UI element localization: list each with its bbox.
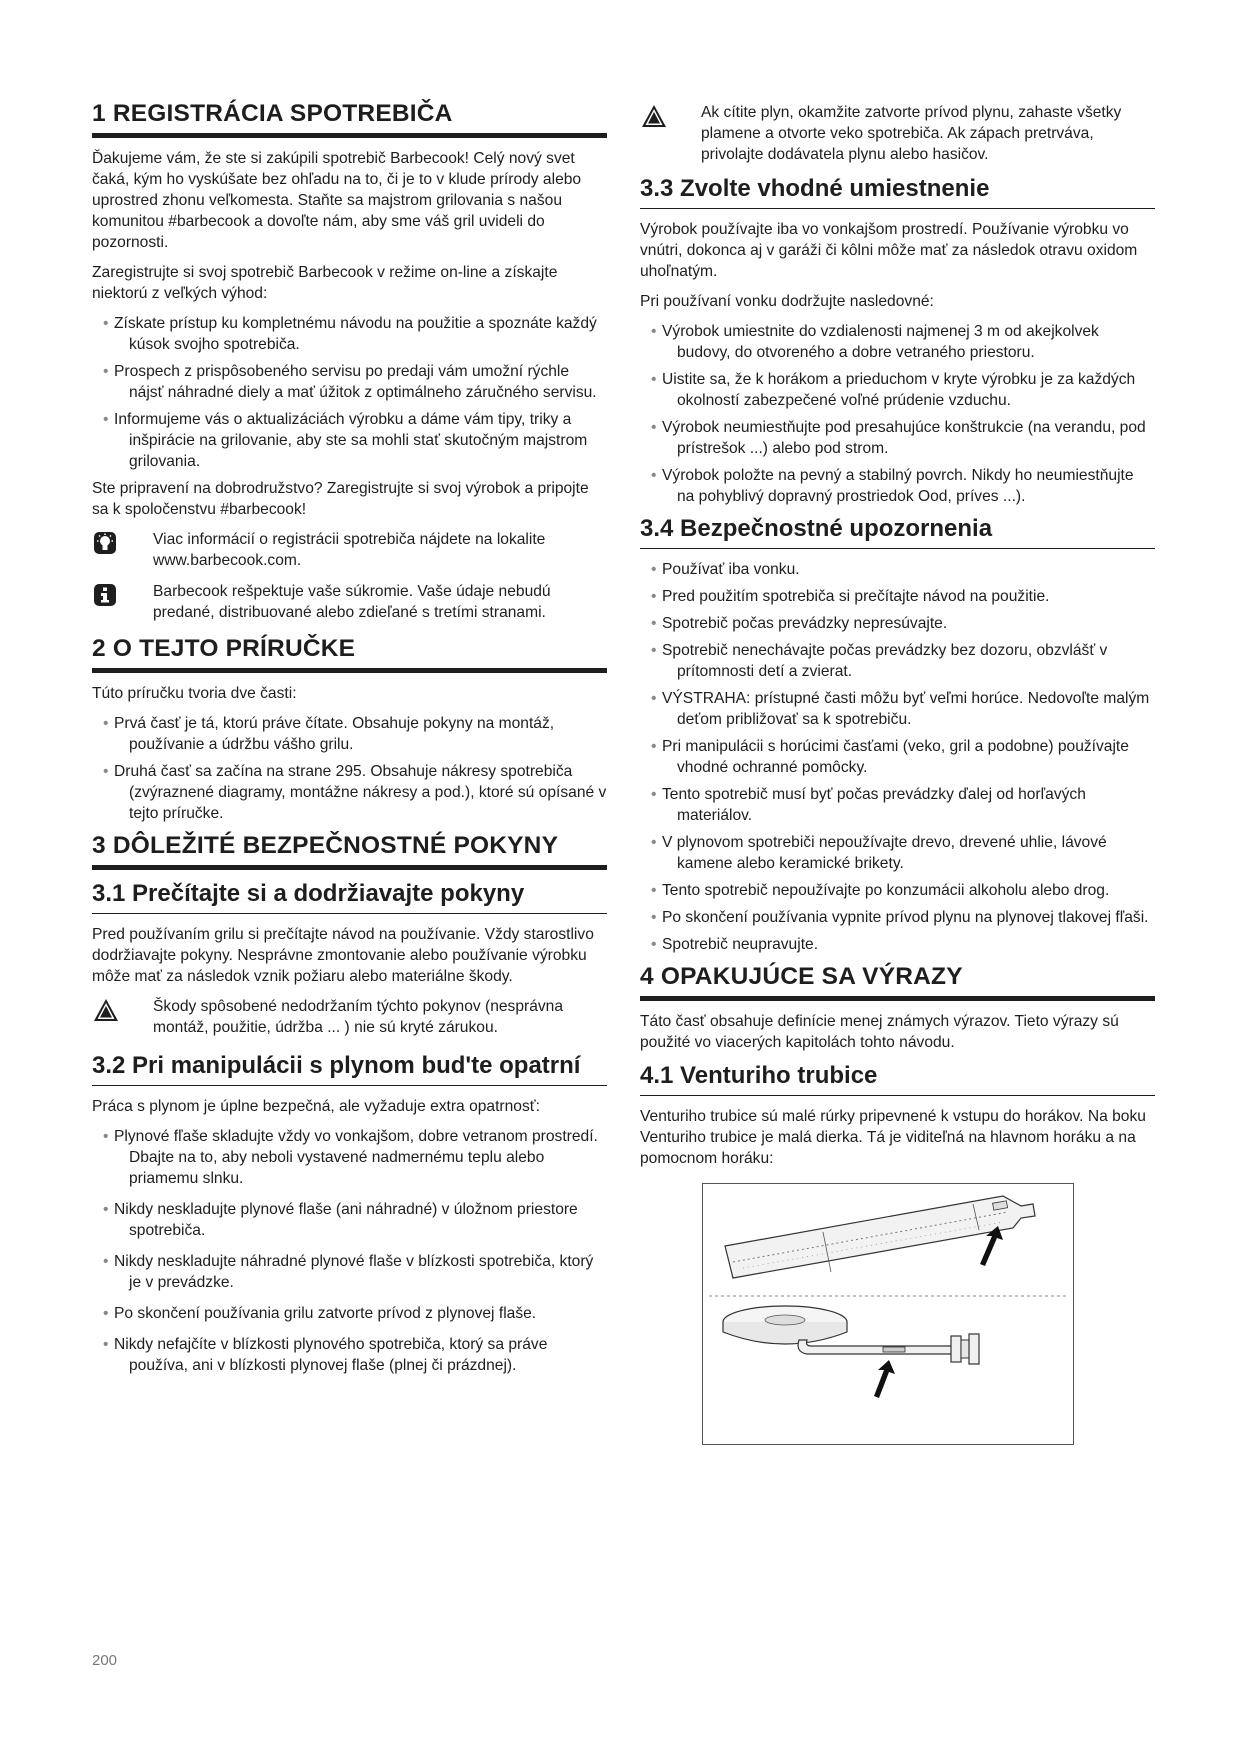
warning-note-gas-smell: [640, 102, 1155, 165]
venturi-tubes-figure: [702, 1183, 1074, 1445]
list-item: • Spotrebič neupravujte.: [640, 934, 1155, 955]
arrow-icon: [874, 1360, 895, 1398]
list-item: • Prospech z prispôsobeného servisu po predaji vám umožní rýchle nájsť náhradné diely a mať úžitok z optimálneho záručného servisu.: [92, 361, 607, 403]
list-item: • V plynovom spotrebiči nepoužívajte drevo, drevené uhlie, lávové kamene alebo keramické brikety.: [640, 832, 1155, 874]
list-item: • Nikdy nefajčíte v blízkosti plynového spotrebiča, ktorý sa práve používa, ani v blízkosti plynovej flaše (plnej či prázdnej).: [92, 1334, 607, 1376]
list-item: • Uistite sa, že k horákom a prieduchom v kryte výrobku je za každých okolností zabezpečené voľné prúdenie vzduchu.: [640, 369, 1155, 411]
note-privacy-text: Barbecook rešpektuje vaše súkromie. Vaše údaje nebudú predané, distribuované alebo zdieľané s tretími stranami.: [153, 583, 551, 621]
placement-list: [640, 321, 1155, 507]
gas-handling-list: [92, 1126, 607, 1376]
list-item: • Po skončení používania grilu zatvorte prívod z plynovej flaše.: [92, 1303, 607, 1324]
lightbulb-icon: [92, 529, 153, 560]
warning-icon: [92, 996, 153, 1027]
list-item: • VÝSTRAHA: prístupné časti môžu byť veľmi horúce. Nedovoľte malým deťom približovať sa k spotrebiču.: [640, 688, 1155, 730]
list-item: • Plynové fľaše skladujte vždy vo vonkajšom, dobre vetranom prostredí. Dbajte na to, aby neboli vystavené nadmernému teplu alebo priamemu slnku.: [92, 1126, 607, 1189]
section-4-1-text: Venturiho trubice sú malé rúrky pripevnené k vstupu do horákov. Na boku Venturiho trubice je malá dierka. Tá je viditeľná na hlavnom horáku a na pomocnom horáku:: [640, 1108, 1146, 1167]
section-3-3-outdoor-text: Pri používaní vonku dodržujte nasledovné:: [640, 293, 934, 310]
left-column: [92, 96, 607, 1382]
list-item: • Pri manipulácii s horúcimi časťami (veko, gril a podobne) používajte vhodné ochranné pomôcky.: [640, 736, 1155, 778]
warning-icon: [640, 102, 701, 133]
safety-warnings-list: [640, 559, 1155, 955]
benefits-list: [92, 313, 607, 472]
warning-note-warranty: [92, 996, 607, 1038]
section-4-text: Táto časť obsahuje definície menej známych výrazov. Tieto výrazy sú použité vo viacerých kapitolách tohto návodu.: [640, 1013, 1119, 1051]
list-item: • Výrobok položte na pevný a stabilný povrch. Nikdy ho neumiestňujte na pohyblivý dopravný prostriedok Ood, príves ...).: [640, 465, 1155, 507]
section-2-heading: 2 O TEJTO PRÍRUČKE: [92, 635, 607, 673]
list-item: • Informujeme vás o aktualizáciách výrobku a dáme vám tipy, triky a inšpirácie na grilovanie, aby ste sa mohli stať skutočným majstrom grilovania.: [92, 409, 607, 472]
list-item: • Pred použitím spotrebiča si prečítajte návod na použitie.: [640, 586, 1155, 607]
list-item: • Používať iba vonku.: [640, 559, 1155, 580]
info-note-privacy: [92, 581, 607, 623]
section-1-heading: 1 REGISTRÁCIA SPOTREBIČA: [92, 100, 607, 138]
list-item: • Nikdy neskladujte náhradné plynové flaše v blízkosti spotrebiča, ktorý je v prevádzke.: [92, 1251, 607, 1293]
list-item: • Tento spotrebič nepoužívajte po konzumácii alkoholu alebo drog.: [640, 880, 1155, 901]
list-item: • Tento spotrebič musí byť počas prevádzky ďalej od horľavých materiálov.: [640, 784, 1155, 826]
section-4-1-heading: 4.1 Venturiho trubice: [640, 1062, 1155, 1096]
list-item: • Druhá časť sa začína na strane 295. Obsahuje nákresy spotrebiča (zvýraznené diagramy, montážne nákresy a pod.), ktoré sú opísané v tejto príručke.: [92, 761, 607, 824]
section-3-1-heading: 3.1 Prečítajte si a dodržiavajte pokyny: [92, 880, 607, 914]
section-3-3-text: Výrobok používajte iba vo vonkajšom prostredí. Používanie výrobku vo vnútri, dokonca aj v garáži či kôlni môže mať za následok otravu oxidom uhoľnatým.: [640, 221, 1138, 280]
right-column: [640, 96, 1155, 1445]
side-burner: [723, 1306, 979, 1364]
list-item: • Po skončení používania vypnite prívod plynu na plynovej tlakovej fľaši.: [640, 907, 1155, 928]
section-3-1-text: Pred používaním grilu si prečítajte návod na používanie. Vždy starostlivo dodržiavajte pokyny. Nesprávne zmontovanie alebo používanie výrobku môže mať za následok vznik požiaru alebo materiálne škody.: [92, 926, 594, 985]
section-3-3-heading: 3.3 Zvolte vhodné umiestnenie: [640, 175, 1155, 209]
main-burner-tube: [725, 1196, 1035, 1278]
section-1-call-to-action: Ste pripravení na dobrodružstvo? Zaregistrujte si svoj výrobok a pripojte sa k spoločenstvu #barbecook!: [92, 480, 589, 518]
warning-gas-smell-text: Ak cítite plyn, okamžite zatvorte prívod plynu, zahaste všetky plamene a otvorte veko spotrebiča. Ak zápach pretrváva, privolajte dodávatela plynu alebo hasičov.: [701, 104, 1122, 163]
manual-parts-list: [92, 713, 607, 824]
section-3-heading: 3 DÔLEŽITÉ BEZPEČNOSTNÉ POKYNY: [92, 832, 607, 870]
list-item: • Získate prístup ku kompletnému návodu na použitie a spoznáte každý kúsok svojho spotrebiča.: [92, 313, 607, 355]
note-registration-text: Viac informácií o registrácii spotrebiča nájdete na lokalite www.barbecook.com.: [153, 531, 546, 569]
info-note-registration: [92, 529, 607, 571]
section-3-4-heading: 3.4 Bezpečnostné upozornenia: [640, 515, 1155, 549]
section-4-heading: 4 OPAKUJÚCE SA VÝRAZY: [640, 963, 1155, 1001]
warning-warranty-text: Škody spôsobené nedodržaním týchto pokynov (nesprávna montáž, použitie, údržba ... ) nie sú kryté zárukou.: [153, 998, 564, 1036]
section-2-intro: Túto príručku tvoria dve časti:: [92, 685, 297, 702]
section-3-2-heading: 3.2 Pri manipulácii s plynom bud'te opatrní: [92, 1052, 607, 1086]
section-1-intro: Ďakujeme vám, že ste si zakúpili spotrebič Barbecook! Celý nový svet čaká, kým ho vyskúšate bez ohľadu na to, či je to v klude prírody alebo uprostred zhonu veľkomesta. Staňte sa majstrom grilovania s našou komunitou #barbecook a dovoľte nám, aby sme váš gril uvideli do pozornosti.: [92, 150, 582, 251]
section-1-register-text: Zaregistrujte si svoj spotrebič Barbecook v režime on-line a získajte niektorú z veľkých výhod:: [92, 264, 558, 302]
page-number: 200: [92, 1652, 118, 1669]
info-icon: [92, 581, 153, 612]
list-item: • Výrobok neumiestňujte pod presahujúce konštrukcie (na verandu, pod prístrešok ...) alebo pod strom.: [640, 417, 1155, 459]
list-item: • Spotrebič počas prevádzky nepresúvajte.: [640, 613, 1155, 634]
list-item: • Nikdy neskladujte plynové flaše (ani náhradné) v úložnom priestore spotrebiča.: [92, 1199, 607, 1241]
list-item: • Spotrebič nenechávajte počas prevádzky bez dozoru, obzvlášť v prítomnosti detí a zvierat.: [640, 640, 1155, 682]
section-3-2-text: Práca s plynom je úplne bezpečná, ale vyžaduje extra opatrnosť:: [92, 1098, 540, 1115]
list-item: • Výrobok umiestnite do vzdialenosti najmenej 3 m od akejkolvek budovy, do otvoreného a dobre vetraného priestoru.: [640, 321, 1155, 363]
list-item: • Prvá časť je tá, ktorú práve čítate. Obsahuje pokyny na montáž, používanie a údržbu vášho grilu.: [92, 713, 607, 755]
venturi-illustration: [703, 1184, 1073, 1444]
